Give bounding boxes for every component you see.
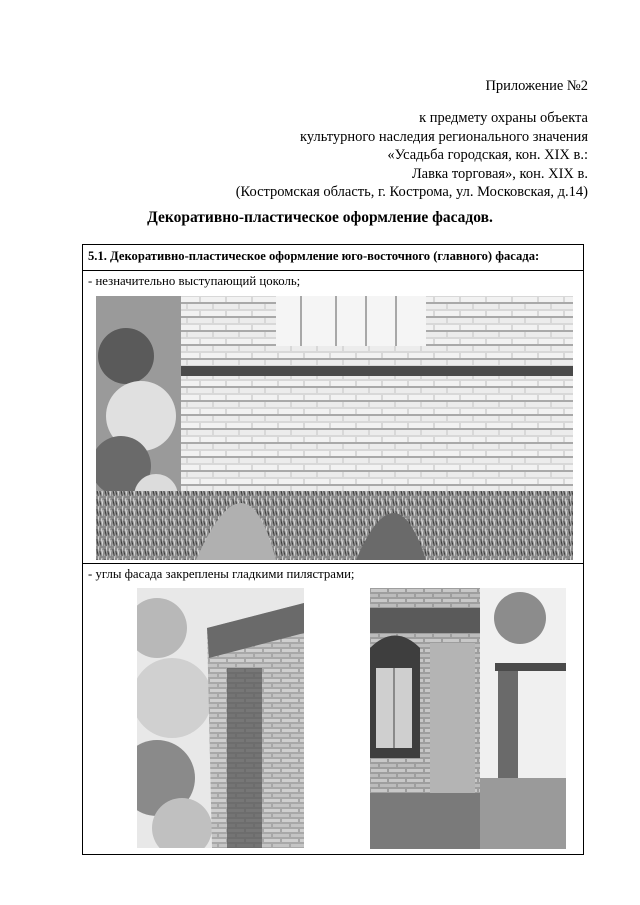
plinth-photo-image xyxy=(96,296,573,560)
plinth-photo xyxy=(96,296,573,560)
section-heading: 5.1. Декоративно-пластическое оформление юго-восточного (главного) фасада: xyxy=(88,249,540,263)
document-title: Декоративно-пластическое оформление фасадов. xyxy=(147,209,493,226)
appendix-number: Приложение №2 xyxy=(485,78,588,94)
right-pilaster-photo xyxy=(370,588,566,849)
table-divider xyxy=(83,270,583,271)
right-pilaster-photo-image xyxy=(370,588,566,849)
left-pilaster-photo xyxy=(137,588,304,848)
header-line: к предмету охраны объекта xyxy=(419,110,588,126)
header-line: (Костромская область, г. Кострома, ул. Московская, д.14) xyxy=(235,184,588,201)
item-plinth-text: - незначительно выступающий цоколь; xyxy=(88,274,301,288)
item-pilasters-text: - углы фасада закреплены гладкими пилястрами; xyxy=(88,567,355,581)
header-line: «Усадьба городская, кон. XIX в.: xyxy=(387,147,588,164)
document-header xyxy=(236,109,588,202)
left-pilaster-photo-image xyxy=(137,588,304,848)
facade-table xyxy=(82,244,584,855)
header-line: Лавка торговая», кон. XIX в. xyxy=(411,165,588,182)
header-line: культурного наследия регионального значения xyxy=(300,128,588,145)
table-divider xyxy=(83,563,583,564)
